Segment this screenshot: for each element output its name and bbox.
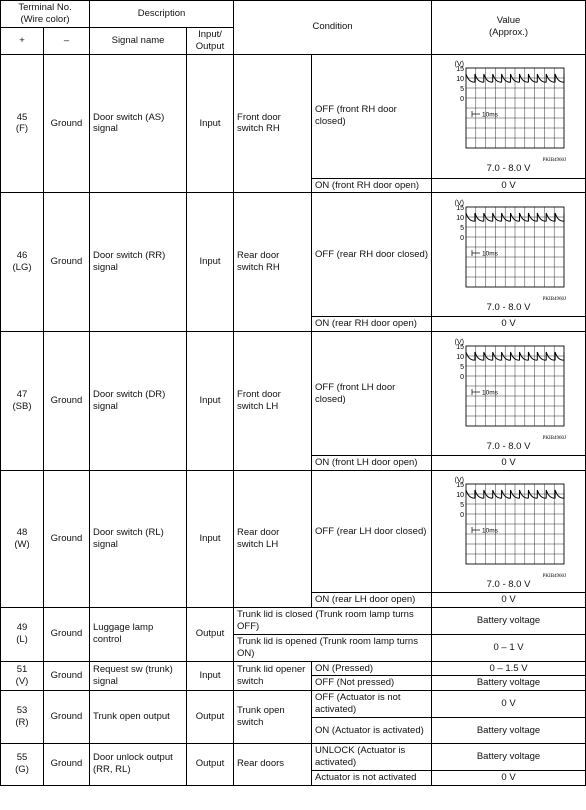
terminal-cell: 51 (V) xyxy=(1,661,44,691)
io-cell: Input xyxy=(187,193,234,332)
value-cell: Battery voltage xyxy=(432,744,586,771)
ground-cell: Ground xyxy=(44,661,90,691)
value-cell: 0 – 1.5 V xyxy=(432,661,586,676)
value-header: Value (Approx.) xyxy=(432,1,586,55)
condition-cell: ON (Actuator is activated) xyxy=(312,718,432,744)
condition-cell: ON (Pressed) xyxy=(312,661,432,676)
terminal-cell: 53 (R) xyxy=(1,691,44,744)
terminal-cell: 45 (F) xyxy=(1,54,44,193)
ground-cell: Ground xyxy=(44,54,90,193)
waveform-value-cell xyxy=(432,332,586,456)
plus-header: + xyxy=(1,27,44,54)
terminal-cell: 46 (LG) xyxy=(1,193,44,332)
io-cell: Output xyxy=(187,691,234,744)
condition-off-cell: OFF (rear RH door closed) xyxy=(312,193,432,317)
signal-name-cell: Door switch (RL) signal xyxy=(90,471,187,608)
axis-label: 10 xyxy=(455,353,464,361)
condition-off-cell: OFF (front RH door closed) xyxy=(312,54,432,178)
condition-on-cell: ON (rear LH door open) xyxy=(312,593,432,608)
signal-name-cell: Request sw (trunk) signal xyxy=(90,661,187,691)
axis-label: 10 xyxy=(455,214,464,222)
axis-label: 15 xyxy=(455,481,464,489)
condition-main-cell: Rear door switch RH xyxy=(234,193,312,332)
waveform-svg xyxy=(450,335,568,441)
terminal-cell: 49 (L) xyxy=(1,608,44,662)
waveform-graph xyxy=(435,196,582,302)
value-cell: 0 V xyxy=(432,593,586,608)
condition-cell: Trunk lid is opened (Trunk room lamp turns ON) xyxy=(234,634,432,661)
condition-main-cell: Trunk open switch xyxy=(234,691,312,744)
condition-main-cell: Rear door switch LH xyxy=(234,471,312,608)
value-cell: 0 V xyxy=(432,770,586,785)
condition-off-cell: OFF (front LH door closed) xyxy=(312,332,432,456)
value-cell: 0 V xyxy=(432,691,586,718)
axis-label: 0 xyxy=(459,96,464,104)
value-cell: 0 – 1 V xyxy=(432,634,586,661)
description-header: Description xyxy=(90,1,234,28)
condition-main-cell: Front door switch LH xyxy=(234,332,312,471)
axis-label: (V) xyxy=(454,338,464,346)
axis-label: 0 xyxy=(459,373,464,381)
figure-code: PKIB4960J xyxy=(542,296,566,302)
terminal-no-header: Terminal No. (Wire color) xyxy=(1,1,90,28)
axis-label: (V) xyxy=(454,61,464,69)
signal-name-cell: Door switch (DR) signal xyxy=(90,332,187,471)
waveform-value-cell xyxy=(432,471,586,593)
ground-cell: Ground xyxy=(44,691,90,744)
axis-label: 0 xyxy=(459,511,464,519)
time-scale-label: 10ms xyxy=(481,250,498,258)
value-cell: 0 V xyxy=(432,317,586,332)
condition-cell: OFF (Actuator is not activated) xyxy=(312,691,432,718)
io-cell: Input xyxy=(187,54,234,193)
condition-cell: OFF (Not pressed) xyxy=(312,676,432,691)
ground-cell: Ground xyxy=(44,193,90,332)
condition-main-cell: Trunk lid opener switch xyxy=(234,661,312,691)
time-scale-label: 10ms xyxy=(481,527,498,535)
condition-cell: Trunk lid is closed (Trunk room lamp turns OFF) xyxy=(234,608,432,635)
signal-name-cell: Door switch (RR) signal xyxy=(90,193,187,332)
condition-on-cell: ON (front RH door open) xyxy=(312,178,432,193)
waveform-value-cell xyxy=(432,193,586,317)
axis-label: 15 xyxy=(455,204,464,212)
waveform-graph xyxy=(435,335,582,441)
condition-main-cell: Front door switch RH xyxy=(234,54,312,193)
ground-cell: Ground xyxy=(44,332,90,471)
ground-cell: Ground xyxy=(44,744,90,786)
waveform-graph xyxy=(435,57,582,163)
signal-name-header: Signal name xyxy=(90,27,187,54)
value-text: 7.0 - 8.0 V xyxy=(486,301,531,313)
io-cell: Input xyxy=(187,332,234,471)
signal-name-cell: Door switch (AS) signal xyxy=(90,54,187,193)
input-output-header: Input/ Output xyxy=(187,27,234,54)
minus-header: – xyxy=(44,27,90,54)
terminal-cell: 47 (SB) xyxy=(1,332,44,471)
io-cell: Output xyxy=(187,744,234,786)
condition-cell: UNLOCK (Actuator is activated) xyxy=(312,744,432,771)
value-cell: Battery voltage xyxy=(432,718,586,744)
axis-label: (V) xyxy=(454,476,464,484)
value-text: 7.0 - 8.0 V xyxy=(486,578,531,590)
axis-label: 15 xyxy=(455,66,464,74)
axis-label: (V) xyxy=(454,199,464,207)
figure-code: PKIB4960J xyxy=(542,435,566,441)
terminal-cell: 55 (G) xyxy=(1,744,44,786)
axis-label: 10 xyxy=(455,491,464,499)
ground-cell: Ground xyxy=(44,608,90,662)
signal-name-cell: Luggage lamp control xyxy=(90,608,187,662)
value-cell: 0 V xyxy=(432,178,586,193)
waveform-svg xyxy=(450,196,568,302)
ground-cell: Ground xyxy=(44,471,90,608)
io-cell: Input xyxy=(187,471,234,608)
condition-cell: Actuator is not activated xyxy=(312,770,432,785)
signal-name-cell: Door unlock output (RR, RL) xyxy=(90,744,187,786)
value-cell: 0 V xyxy=(432,456,586,471)
figure-code: PKIB4960J xyxy=(542,573,566,579)
value-cell: Battery voltage xyxy=(432,608,586,635)
value-text: 7.0 - 8.0 V xyxy=(486,440,531,452)
condition-main-cell: Rear doors xyxy=(234,744,312,786)
axis-label: 5 xyxy=(459,86,464,94)
axis-label: 15 xyxy=(455,343,464,351)
waveform-graph xyxy=(435,473,582,579)
axis-label: 5 xyxy=(459,501,464,509)
figure-code: PKIB4960J xyxy=(542,158,566,164)
terminal-cell: 48 (W) xyxy=(1,471,44,608)
value-cell: Battery voltage xyxy=(432,676,586,691)
condition-off-cell: OFF (rear LH door closed) xyxy=(312,471,432,593)
axis-label: 5 xyxy=(459,224,464,232)
condition-on-cell: ON (front LH door open) xyxy=(312,456,432,471)
waveform-svg xyxy=(450,473,568,579)
waveform-value-cell xyxy=(432,54,586,178)
io-cell: Output xyxy=(187,608,234,662)
axis-label: 5 xyxy=(459,363,464,371)
time-scale-label: 10ms xyxy=(481,111,498,119)
axis-label: 10 xyxy=(455,76,464,84)
signal-name-cell: Trunk open output xyxy=(90,691,187,744)
condition-header: Condition xyxy=(234,1,432,55)
time-scale-label: 10ms xyxy=(481,389,498,397)
value-text: 7.0 - 8.0 V xyxy=(486,163,531,175)
condition-on-cell: ON (rear RH door open) xyxy=(312,317,432,332)
waveform-svg xyxy=(450,57,568,163)
io-cell: Input xyxy=(187,661,234,691)
axis-label: 0 xyxy=(459,234,464,242)
